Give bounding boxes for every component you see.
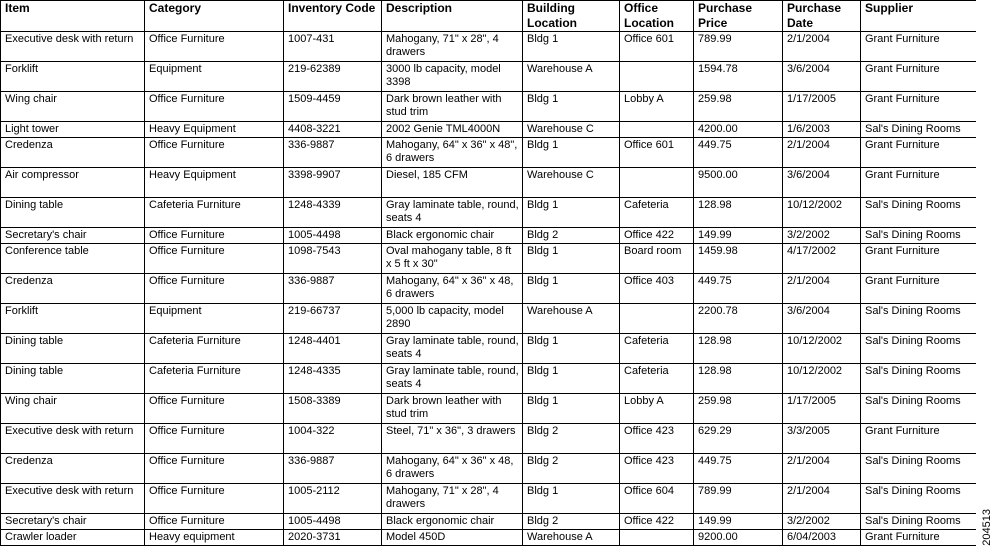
cell-inventory-code: 4408-3221 xyxy=(284,122,382,138)
cell-category: Office Furniture xyxy=(145,514,284,530)
cell-building-location: Bldg 1 xyxy=(523,244,620,274)
cell-inventory-code: 2020-3731 xyxy=(284,530,382,546)
cell-item: Wing chair xyxy=(1,394,145,424)
cell-description: Black ergonomic chair xyxy=(382,228,523,244)
cell-purchase-date: 2/1/2004 xyxy=(783,274,861,304)
cell-item: Secretary's chair xyxy=(1,514,145,530)
cell-description: Oval mahogany table, 8 ft x 5 ft x 30" xyxy=(382,244,523,274)
cell-purchase-date: 4/17/2002 xyxy=(783,244,861,274)
cell-building-location: Bldg 2 xyxy=(523,424,620,454)
cell-item: Crawler loader xyxy=(1,530,145,546)
cell-category: Office Furniture xyxy=(145,274,284,304)
cell-purchase-date: 2/1/2004 xyxy=(783,454,861,484)
cell-description: Mahogany, 64" x 36" x 48, 6 drawers xyxy=(382,274,523,304)
cell-office-location xyxy=(620,122,694,138)
cell-item: Executive desk with return xyxy=(1,424,145,454)
cell-inventory-code: 1509-4459 xyxy=(284,92,382,122)
cell-supplier: Sal's Dining Rooms xyxy=(861,122,977,138)
cell-item: Forklift xyxy=(1,304,145,334)
cell-category: Heavy equipment xyxy=(145,530,284,546)
cell-inventory-code: 1005-2112 xyxy=(284,484,382,514)
cell-building-location: Warehouse A xyxy=(523,62,620,92)
table-row xyxy=(1,514,977,530)
cell-description: Mahogany, 71" x 28", 4 drawers xyxy=(382,32,523,62)
table-row xyxy=(1,32,977,62)
cell-purchase-date: 3/6/2004 xyxy=(783,62,861,92)
cell-purchase-price: 259.98 xyxy=(694,92,783,122)
cell-office-location xyxy=(620,304,694,334)
cell-inventory-code: 1007-431 xyxy=(284,32,382,62)
cell-item: Light tower xyxy=(1,122,145,138)
cell-description: Model 450D xyxy=(382,530,523,546)
cell-description: Mahogany, 64" x 36" x 48", 6 drawers xyxy=(382,138,523,168)
cell-purchase-price: 1594.78 xyxy=(694,62,783,92)
cell-category: Equipment xyxy=(145,62,284,92)
cell-purchase-price: 449.75 xyxy=(694,138,783,168)
header-office-location: Office Location xyxy=(620,1,694,32)
cell-item: Credenza xyxy=(1,138,145,168)
cell-category: Cafeteria Furniture xyxy=(145,334,284,364)
cell-building-location: Bldg 1 xyxy=(523,92,620,122)
cell-item: Executive desk with return xyxy=(1,484,145,514)
cell-description: Dark brown leather with stud trim xyxy=(382,92,523,122)
header-inventory-code: Inventory Code xyxy=(284,1,382,32)
cell-supplier: Sal's Dining Rooms xyxy=(861,334,977,364)
cell-supplier: Grant Furniture xyxy=(861,168,977,198)
table-row xyxy=(1,168,977,198)
cell-description: Mahogany, 64" x 36" x 48, 6 drawers xyxy=(382,454,523,484)
cell-item: Air compressor xyxy=(1,168,145,198)
cell-inventory-code: 1508-3389 xyxy=(284,394,382,424)
cell-office-location: Office 601 xyxy=(620,138,694,168)
table-row xyxy=(1,274,977,304)
header-purchase-date: Purchase Date xyxy=(783,1,861,32)
table-row xyxy=(1,122,977,138)
cell-building-location: Warehouse C xyxy=(523,168,620,198)
header-supplier: Supplier xyxy=(861,1,977,32)
cell-supplier: Sal's Dining Rooms xyxy=(861,228,977,244)
table-row xyxy=(1,424,977,454)
cell-office-location xyxy=(620,530,694,546)
header-purchase-price: Purchase Price xyxy=(694,1,783,32)
cell-inventory-code: 336-9887 xyxy=(284,138,382,168)
cell-supplier: Sal's Dining Rooms xyxy=(861,394,977,424)
cell-office-location: Lobby A xyxy=(620,92,694,122)
cell-supplier: Grant Furniture xyxy=(861,62,977,92)
cell-purchase-date: 10/12/2002 xyxy=(783,334,861,364)
table-row xyxy=(1,228,977,244)
cell-category: Heavy Equipment xyxy=(145,122,284,138)
cell-description: Gray laminate table, round, seats 4 xyxy=(382,334,523,364)
cell-inventory-code: 1004-322 xyxy=(284,424,382,454)
cell-office-location: Office 601 xyxy=(620,32,694,62)
table-row xyxy=(1,138,977,168)
cell-purchase-price: 149.99 xyxy=(694,514,783,530)
cell-item: Wing chair xyxy=(1,92,145,122)
cell-purchase-date: 6/04/2003 xyxy=(783,530,861,546)
table-row xyxy=(1,62,977,92)
cell-inventory-code: 219-66737 xyxy=(284,304,382,334)
cell-purchase-price: 128.98 xyxy=(694,364,783,394)
cell-category: Office Furniture xyxy=(145,424,284,454)
cell-purchase-date: 3/6/2004 xyxy=(783,168,861,198)
cell-category: Equipment xyxy=(145,304,284,334)
cell-purchase-price: 259.98 xyxy=(694,394,783,424)
cell-purchase-date: 1/17/2005 xyxy=(783,394,861,424)
table-header-row xyxy=(1,1,977,32)
cell-building-location: Bldg 2 xyxy=(523,454,620,484)
cell-category: Office Furniture xyxy=(145,454,284,484)
cell-purchase-price: 449.75 xyxy=(694,274,783,304)
cell-office-location: Cafeteria xyxy=(620,364,694,394)
cell-description: Gray laminate table, round, seats 4 xyxy=(382,364,523,394)
cell-building-location: Bldg 1 xyxy=(523,138,620,168)
cell-inventory-code: 1248-4335 xyxy=(284,364,382,394)
cell-purchase-price: 1459.98 xyxy=(694,244,783,274)
cell-purchase-date: 3/6/2004 xyxy=(783,304,861,334)
cell-office-location: Office 422 xyxy=(620,228,694,244)
table-body xyxy=(1,32,977,546)
cell-building-location: Bldg 1 xyxy=(523,484,620,514)
cell-purchase-price: 4200.00 xyxy=(694,122,783,138)
cell-supplier: Grant Furniture xyxy=(861,32,977,62)
cell-inventory-code: 1248-4339 xyxy=(284,198,382,228)
cell-category: Office Furniture xyxy=(145,138,284,168)
cell-purchase-date: 10/12/2002 xyxy=(783,198,861,228)
cell-supplier: Grant Furniture xyxy=(861,92,977,122)
cell-purchase-price: 128.98 xyxy=(694,198,783,228)
cell-office-location: Office 604 xyxy=(620,484,694,514)
cell-item: Dining table xyxy=(1,364,145,394)
header-category: Category xyxy=(145,1,284,32)
cell-inventory-code: 1248-4401 xyxy=(284,334,382,364)
cell-building-location: Warehouse C xyxy=(523,122,620,138)
cell-category: Heavy Equipment xyxy=(145,168,284,198)
cell-building-location: Bldg 1 xyxy=(523,394,620,424)
header-description: Description xyxy=(382,1,523,32)
cell-building-location: Bldg 2 xyxy=(523,514,620,530)
cell-purchase-date: 10/12/2002 xyxy=(783,364,861,394)
cell-purchase-price: 789.99 xyxy=(694,484,783,514)
cell-purchase-price: 128.98 xyxy=(694,334,783,364)
cell-supplier: Sal's Dining Rooms xyxy=(861,304,977,334)
table-row xyxy=(1,304,977,334)
cell-description: Dark brown leather with stud trim xyxy=(382,394,523,424)
cell-building-location: Bldg 1 xyxy=(523,334,620,364)
cell-inventory-code: 1098-7543 xyxy=(284,244,382,274)
cell-building-location: Bldg 1 xyxy=(523,364,620,394)
cell-purchase-price: 149.99 xyxy=(694,228,783,244)
cell-category: Office Furniture xyxy=(145,92,284,122)
cell-office-location: Lobby A xyxy=(620,394,694,424)
table-row xyxy=(1,244,977,274)
cell-office-location xyxy=(620,62,694,92)
cell-supplier: Sal's Dining Rooms xyxy=(861,484,977,514)
cell-purchase-price: 789.99 xyxy=(694,32,783,62)
cell-inventory-code: 1005-4498 xyxy=(284,514,382,530)
cell-purchase-date: 1/6/2003 xyxy=(783,122,861,138)
cell-supplier: Grant Furniture xyxy=(861,530,977,546)
cell-supplier: Sal's Dining Rooms xyxy=(861,514,977,530)
cell-office-location: Office 423 xyxy=(620,424,694,454)
cell-building-location: Bldg 1 xyxy=(523,32,620,62)
cell-supplier: Sal's Dining Rooms xyxy=(861,198,977,228)
cell-description: Mahogany, 71" x 28", 4 drawers xyxy=(382,484,523,514)
cell-building-location: Bldg 1 xyxy=(523,274,620,304)
table-row xyxy=(1,364,977,394)
header-building-location: Building Location xyxy=(523,1,620,32)
table-row xyxy=(1,484,977,514)
cell-office-location: Board room xyxy=(620,244,694,274)
cell-description: 2002 Genie TML4000N xyxy=(382,122,523,138)
cell-building-location: Warehouse A xyxy=(523,530,620,546)
cell-category: Office Furniture xyxy=(145,32,284,62)
cell-inventory-code: 219-62389 xyxy=(284,62,382,92)
cell-description: Black ergonomic chair xyxy=(382,514,523,530)
cell-description: Gray laminate table, round, seats 4 xyxy=(382,198,523,228)
table-row xyxy=(1,530,977,546)
cell-office-location: Office 422 xyxy=(620,514,694,530)
cell-inventory-code: 1005-4498 xyxy=(284,228,382,244)
cell-building-location: Warehouse A xyxy=(523,304,620,334)
cell-category: Office Furniture xyxy=(145,484,284,514)
cell-purchase-date: 2/1/2004 xyxy=(783,32,861,62)
cell-item: Credenza xyxy=(1,274,145,304)
cell-item: Conference table xyxy=(1,244,145,274)
cell-supplier: Grant Furniture xyxy=(861,244,977,274)
cell-item: Executive desk with return xyxy=(1,32,145,62)
cell-purchase-date: 3/3/2005 xyxy=(783,424,861,454)
table-row xyxy=(1,394,977,424)
cell-inventory-code: 336-9887 xyxy=(284,454,382,484)
cell-inventory-code: 3398-9907 xyxy=(284,168,382,198)
cell-item: Credenza xyxy=(1,454,145,484)
cell-category: Cafeteria Furniture xyxy=(145,364,284,394)
cell-purchase-price: 629.29 xyxy=(694,424,783,454)
cell-category: Office Furniture xyxy=(145,394,284,424)
cell-supplier: Sal's Dining Rooms xyxy=(861,364,977,394)
cell-office-location xyxy=(620,168,694,198)
cell-description: Diesel, 185 CFM xyxy=(382,168,523,198)
cell-office-location: Cafeteria xyxy=(620,334,694,364)
table-row xyxy=(1,92,977,122)
cell-supplier: Sal's Dining Rooms xyxy=(861,454,977,484)
cell-category: Office Furniture xyxy=(145,244,284,274)
cell-description: 3000 lb capacity, model 3398 xyxy=(382,62,523,92)
cell-purchase-price: 9500.00 xyxy=(694,168,783,198)
cell-purchase-price: 9200.00 xyxy=(694,530,783,546)
cell-purchase-price: 2200.78 xyxy=(694,304,783,334)
figure-number: 204513 xyxy=(981,509,993,546)
cell-purchase-date: 3/2/2002 xyxy=(783,228,861,244)
cell-item: Dining table xyxy=(1,334,145,364)
table-row xyxy=(1,198,977,228)
cell-supplier: Grant Furniture xyxy=(861,138,977,168)
cell-category: Cafeteria Furniture xyxy=(145,198,284,228)
cell-office-location: Office 403 xyxy=(620,274,694,304)
cell-supplier: Grant Furniture xyxy=(861,274,977,304)
cell-purchase-date: 3/2/2002 xyxy=(783,514,861,530)
cell-item: Forklift xyxy=(1,62,145,92)
cell-purchase-date: 2/1/2004 xyxy=(783,138,861,168)
cell-inventory-code: 336-9887 xyxy=(284,274,382,304)
cell-building-location: Bldg 1 xyxy=(523,198,620,228)
cell-office-location: Office 423 xyxy=(620,454,694,484)
cell-office-location: Cafeteria xyxy=(620,198,694,228)
cell-description: 5,000 lb capacity, model 2890 xyxy=(382,304,523,334)
cell-item: Secretary's chair xyxy=(1,228,145,244)
cell-purchase-date: 2/1/2004 xyxy=(783,484,861,514)
cell-supplier: Grant Furniture xyxy=(861,424,977,454)
cell-purchase-price: 449.75 xyxy=(694,454,783,484)
cell-description: Steel, 71" x 36", 3 drawers xyxy=(382,424,523,454)
cell-purchase-date: 1/17/2005 xyxy=(783,92,861,122)
cell-category: Office Furniture xyxy=(145,228,284,244)
table-row xyxy=(1,334,977,364)
header-item: Item xyxy=(1,1,145,32)
cell-building-location: Bldg 2 xyxy=(523,228,620,244)
cell-item: Dining table xyxy=(1,198,145,228)
table-row xyxy=(1,454,977,484)
